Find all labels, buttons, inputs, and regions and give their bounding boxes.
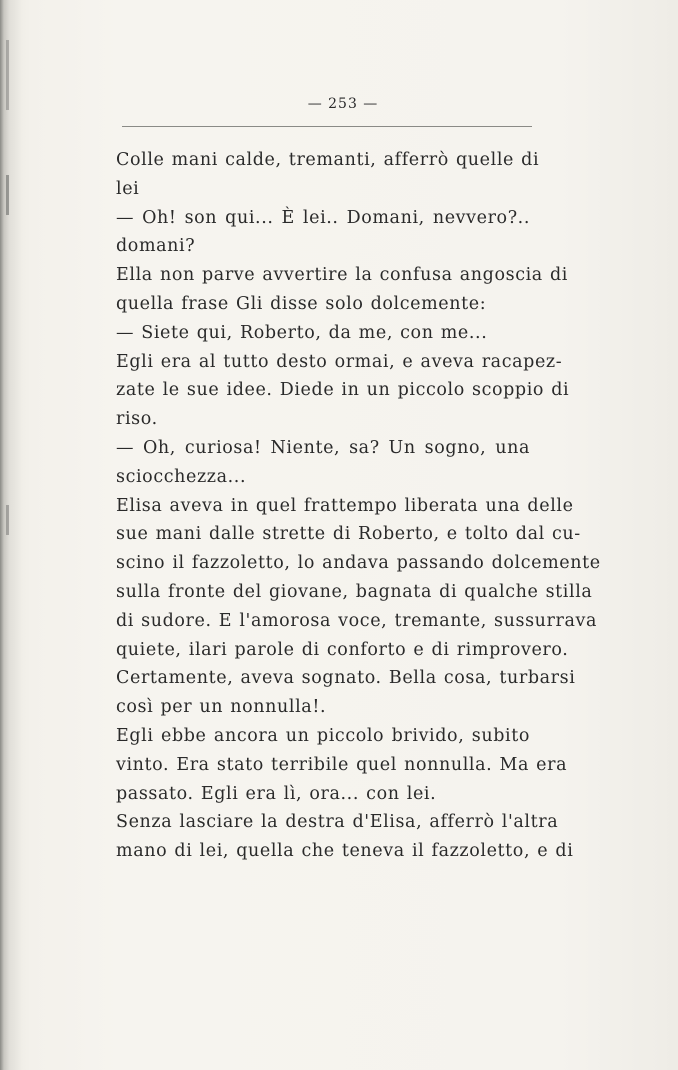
text-line: Ella non parve avvertire la confusa angoscia di	[116, 265, 568, 286]
text-line: quiete, ilari parole di conforto e di rimprovero.	[116, 639, 569, 660]
page-number: — 253 —	[307, 96, 379, 112]
text-line: riso.	[116, 409, 158, 430]
text-line: lei	[116, 178, 140, 199]
text-line: sciocchezza...	[116, 466, 247, 487]
text-line: domani?	[116, 236, 196, 257]
text-line: — Oh! son qui... È lei.. Domani, nevvero?..	[116, 207, 530, 228]
body-text	[116, 146, 601, 866]
edge-shadow-mark	[6, 505, 9, 535]
text-line: Senza lasciare la destra d'Elisa, afferrò l'altra	[116, 812, 559, 833]
header-rule	[122, 126, 532, 127]
edge-shadow-mark	[6, 175, 9, 215]
binding-edge	[0, 0, 22, 1070]
text-line: Certamente, aveva sognato. Bella cosa, turbarsi	[116, 668, 576, 689]
text-line: — Siete qui, Roberto, da me, con me...	[116, 322, 488, 343]
text-line: sue mani dalle strette di Roberto, e tolto dal cu-	[116, 524, 581, 545]
text-line: così per un nonnulla!.	[116, 697, 327, 718]
text-line: vinto. Era stato terribile quel nonnulla. Ma era	[116, 754, 568, 775]
text-line: Colle mani calde, tremanti, afferrò quelle di	[116, 150, 540, 170]
text-line: passato. Egli era lì, ora... con lei.	[116, 783, 437, 804]
text-line: Egli ebbe ancora un piccolo brivido, subito	[116, 725, 530, 746]
text-line: mano di lei, quella che teneva il fazzoletto, e di	[116, 841, 574, 862]
text-line: scino il fazzoletto, lo andava passando dolcemente	[116, 553, 601, 574]
text-line: di sudore. E l'amorosa voce, tremante, sussurrava	[116, 610, 598, 631]
text-line: zate le sue idee. Diede in un piccolo scoppio di	[116, 380, 570, 401]
text-line: sulla fronte del giovane, bagnata di qualche stilla	[116, 581, 593, 602]
text-line: — Oh, curiosa! Niente, sa? Un sogno, una	[116, 437, 530, 458]
text-line: quella frase Gli disse solo dolcemente:	[116, 293, 487, 314]
text-line: Elisa aveva in quel frattempo liberata una delle	[116, 495, 574, 516]
text-line: Egli era al tutto desto ormai, e aveva racapez-	[116, 351, 563, 372]
